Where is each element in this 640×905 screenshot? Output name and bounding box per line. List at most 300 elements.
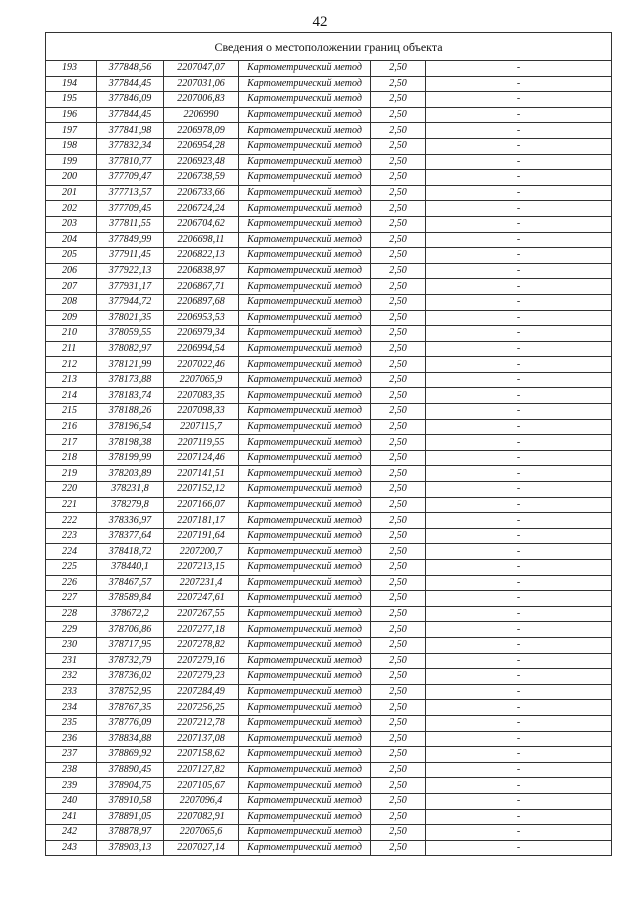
description-cell: - [426,294,612,310]
point-number-cell: 217 [46,435,97,451]
x-coordinate-cell: 378717,95 [97,637,164,653]
x-coordinate-cell: 378203,89 [97,466,164,482]
table-row [46,107,612,123]
x-coordinate-cell: 377849,99 [97,232,164,248]
description-cell: - [426,357,612,373]
accuracy-cell: 2,50 [371,793,426,809]
description-cell: - [426,684,612,700]
y-coordinate-cell: 2207231,4 [164,575,239,591]
accuracy-cell: 2,50 [371,731,426,747]
point-number-cell: 201 [46,185,97,201]
x-coordinate-cell: 377841,98 [97,123,164,139]
point-number-cell: 240 [46,793,97,809]
y-coordinate-cell: 2207127,82 [164,762,239,778]
method-cell: Картометрический метод [239,825,371,841]
x-coordinate-cell: 378752,95 [97,684,164,700]
x-coordinate-cell: 378279,8 [97,497,164,513]
table-row [46,357,612,373]
y-coordinate-cell: 2207022,46 [164,357,239,373]
y-coordinate-cell: 2207065,6 [164,825,239,841]
accuracy-cell: 2,50 [371,388,426,404]
method-cell: Картометрический метод [239,653,371,669]
description-cell: - [426,388,612,404]
x-coordinate-cell: 378589,84 [97,591,164,607]
accuracy-cell: 2,50 [371,591,426,607]
x-coordinate-cell: 378736,02 [97,669,164,685]
table-row [46,528,612,544]
accuracy-cell: 2,50 [371,513,426,529]
x-coordinate-cell: 378910,58 [97,793,164,809]
description-cell: - [426,232,612,248]
x-coordinate-cell: 377844,45 [97,107,164,123]
point-number-cell: 209 [46,310,97,326]
x-coordinate-cell: 377810,77 [97,154,164,170]
y-coordinate-cell: 2207277,18 [164,622,239,638]
method-cell: Картометрический метод [239,544,371,560]
method-cell: Картометрический метод [239,637,371,653]
point-number-cell: 235 [46,715,97,731]
point-number-cell: 218 [46,450,97,466]
table-row [46,731,612,747]
x-coordinate-cell: 378891,05 [97,809,164,825]
method-cell: Картометрический метод [239,684,371,700]
y-coordinate-cell: 2207166,07 [164,497,239,513]
x-coordinate-cell: 377844,45 [97,76,164,92]
method-cell: Картометрический метод [239,76,371,92]
description-cell: - [426,185,612,201]
table-row [46,294,612,310]
point-number-cell: 237 [46,747,97,763]
table-row [46,388,612,404]
accuracy-cell: 2,50 [371,825,426,841]
accuracy-cell: 2,50 [371,560,426,576]
table-row [46,497,612,513]
accuracy-cell: 2,50 [371,310,426,326]
accuracy-cell: 2,50 [371,622,426,638]
x-coordinate-cell: 377709,45 [97,201,164,217]
table-row [46,575,612,591]
accuracy-cell: 2,50 [371,92,426,108]
point-number-cell: 238 [46,762,97,778]
y-coordinate-cell: 2206698,11 [164,232,239,248]
method-cell: Картометрический метод [239,279,371,295]
x-coordinate-cell: 378904,75 [97,778,164,794]
table-row [46,154,612,170]
description-cell: - [426,715,612,731]
y-coordinate-cell: 2207284,49 [164,684,239,700]
accuracy-cell: 2,50 [371,341,426,357]
description-cell: - [426,310,612,326]
x-coordinate-cell: 378418,72 [97,544,164,560]
method-cell: Картометрический метод [239,294,371,310]
description-cell: - [426,138,612,154]
description-cell: - [426,170,612,186]
method-cell: Картометрический метод [239,170,371,186]
description-cell: - [426,840,612,856]
point-number-cell: 214 [46,388,97,404]
y-coordinate-cell: 2206978,09 [164,123,239,139]
accuracy-cell: 2,50 [371,248,426,264]
accuracy-cell: 2,50 [371,637,426,653]
point-number-cell: 206 [46,263,97,279]
point-number-cell: 227 [46,591,97,607]
method-cell: Картометрический метод [239,216,371,232]
table-row [46,326,612,342]
description-cell: - [426,731,612,747]
y-coordinate-cell: 2207181,17 [164,513,239,529]
method-cell: Картометрический метод [239,669,371,685]
y-coordinate-cell: 2206954,28 [164,138,239,154]
description-cell: - [426,793,612,809]
table-row [46,404,612,420]
accuracy-cell: 2,50 [371,778,426,794]
y-coordinate-cell: 2206724,24 [164,201,239,217]
table-row [46,747,612,763]
x-coordinate-cell: 378231,8 [97,482,164,498]
description-cell: - [426,809,612,825]
description-cell: - [426,653,612,669]
method-cell: Картометрический метод [239,497,371,513]
table-row [46,653,612,669]
point-number-cell: 224 [46,544,97,560]
y-coordinate-cell: 2207152,12 [164,482,239,498]
method-cell: Картометрический метод [239,123,371,139]
boundary-table [45,32,612,856]
x-coordinate-cell: 377709,47 [97,170,164,186]
y-coordinate-cell: 2207200,7 [164,544,239,560]
table-row [46,61,612,77]
description-cell: - [426,513,612,529]
y-coordinate-cell: 2207267,55 [164,606,239,622]
accuracy-cell: 2,50 [371,61,426,77]
y-coordinate-cell: 2207031,06 [164,76,239,92]
description-cell: - [426,825,612,841]
x-coordinate-cell: 378082,97 [97,341,164,357]
method-cell: Картометрический метод [239,622,371,638]
point-number-cell: 199 [46,154,97,170]
point-number-cell: 196 [46,107,97,123]
point-number-cell: 207 [46,279,97,295]
table-row [46,310,612,326]
y-coordinate-cell: 2207279,23 [164,669,239,685]
accuracy-cell: 2,50 [371,684,426,700]
method-cell: Картометрический метод [239,747,371,763]
y-coordinate-cell: 2206897,68 [164,294,239,310]
table-title: Сведения о местоположении границ объекта [46,33,612,61]
description-cell: - [426,107,612,123]
table-title-row [46,33,612,61]
method-cell: Картометрический метод [239,715,371,731]
method-cell: Картометрический метод [239,731,371,747]
y-coordinate-cell: 2207047,07 [164,61,239,77]
point-number-cell: 220 [46,482,97,498]
point-number-cell: 216 [46,419,97,435]
x-coordinate-cell: 378059,55 [97,326,164,342]
description-cell: - [426,700,612,716]
accuracy-cell: 2,50 [371,435,426,451]
method-cell: Картометрический метод [239,700,371,716]
x-coordinate-cell: 378121,99 [97,357,164,373]
table-row [46,201,612,217]
description-cell: - [426,528,612,544]
method-cell: Картометрический метод [239,61,371,77]
y-coordinate-cell: 2207083,35 [164,388,239,404]
table-row [46,435,612,451]
accuracy-cell: 2,50 [371,279,426,295]
point-number-cell: 225 [46,560,97,576]
method-cell: Картометрический метод [239,310,371,326]
table-row [46,591,612,607]
y-coordinate-cell: 2206953,53 [164,310,239,326]
y-coordinate-cell: 2207213,15 [164,560,239,576]
accuracy-cell: 2,50 [371,138,426,154]
y-coordinate-cell: 2207256,25 [164,700,239,716]
table-row [46,92,612,108]
table-row [46,622,612,638]
x-coordinate-cell: 377811,55 [97,216,164,232]
y-coordinate-cell: 2206733,66 [164,185,239,201]
accuracy-cell: 2,50 [371,715,426,731]
y-coordinate-cell: 2207115,7 [164,419,239,435]
accuracy-cell: 2,50 [371,357,426,373]
accuracy-cell: 2,50 [371,263,426,279]
point-number-cell: 193 [46,61,97,77]
description-cell: - [426,622,612,638]
point-number-cell: 228 [46,606,97,622]
table-row [46,123,612,139]
accuracy-cell: 2,50 [371,326,426,342]
point-number-cell: 200 [46,170,97,186]
table-row [46,232,612,248]
x-coordinate-cell: 377944,72 [97,294,164,310]
y-coordinate-cell: 2206738,59 [164,170,239,186]
accuracy-cell: 2,50 [371,840,426,856]
accuracy-cell: 2,50 [371,372,426,388]
y-coordinate-cell: 2207247,61 [164,591,239,607]
accuracy-cell: 2,50 [371,669,426,685]
description-cell: - [426,419,612,435]
x-coordinate-cell: 378776,09 [97,715,164,731]
method-cell: Картометрический метод [239,591,371,607]
method-cell: Картометрический метод [239,92,371,108]
accuracy-cell: 2,50 [371,232,426,248]
description-cell: - [426,747,612,763]
description-cell: - [426,560,612,576]
accuracy-cell: 2,50 [371,76,426,92]
method-cell: Картометрический метод [239,466,371,482]
x-coordinate-cell: 378336,97 [97,513,164,529]
y-coordinate-cell: 2207096,4 [164,793,239,809]
table-row [46,482,612,498]
method-cell: Картометрический метод [239,232,371,248]
y-coordinate-cell: 2207278,82 [164,637,239,653]
point-number-cell: 219 [46,466,97,482]
table-row [46,669,612,685]
y-coordinate-cell: 2206990 [164,107,239,123]
point-number-cell: 195 [46,92,97,108]
y-coordinate-cell: 2207279,16 [164,653,239,669]
point-number-cell: 234 [46,700,97,716]
x-coordinate-cell: 378188,26 [97,404,164,420]
accuracy-cell: 2,50 [371,450,426,466]
x-coordinate-cell: 378440,1 [97,560,164,576]
point-number-cell: 243 [46,840,97,856]
y-coordinate-cell: 2207212,78 [164,715,239,731]
description-cell: - [426,669,612,685]
y-coordinate-cell: 2206867,71 [164,279,239,295]
accuracy-cell: 2,50 [371,482,426,498]
description-cell: - [426,201,612,217]
description-cell: - [426,341,612,357]
x-coordinate-cell: 378672,2 [97,606,164,622]
y-coordinate-cell: 2207065,9 [164,372,239,388]
description-cell: - [426,544,612,560]
accuracy-cell: 2,50 [371,809,426,825]
point-number-cell: 204 [46,232,97,248]
point-number-cell: 229 [46,622,97,638]
x-coordinate-cell: 378199,99 [97,450,164,466]
point-number-cell: 194 [46,76,97,92]
description-cell: - [426,76,612,92]
accuracy-cell: 2,50 [371,170,426,186]
accuracy-cell: 2,50 [371,154,426,170]
method-cell: Картометрический метод [239,482,371,498]
method-cell: Картометрический метод [239,263,371,279]
point-number-cell: 211 [46,341,97,357]
point-number-cell: 205 [46,248,97,264]
method-cell: Картометрический метод [239,809,371,825]
y-coordinate-cell: 2207141,51 [164,466,239,482]
method-cell: Картометрический метод [239,793,371,809]
description-cell: - [426,591,612,607]
point-number-cell: 242 [46,825,97,841]
table-row [46,700,612,716]
method-cell: Картометрический метод [239,513,371,529]
x-coordinate-cell: 378890,45 [97,762,164,778]
method-cell: Картометрический метод [239,154,371,170]
point-number-cell: 197 [46,123,97,139]
x-coordinate-cell: 378198,38 [97,435,164,451]
y-coordinate-cell: 2206704,62 [164,216,239,232]
table-row [46,341,612,357]
accuracy-cell: 2,50 [371,404,426,420]
description-cell: - [426,466,612,482]
point-number-cell: 212 [46,357,97,373]
description-cell: - [426,372,612,388]
y-coordinate-cell: 2207082,91 [164,809,239,825]
method-cell: Картометрический метод [239,357,371,373]
description-cell: - [426,450,612,466]
x-coordinate-cell: 378467,57 [97,575,164,591]
description-cell: - [426,61,612,77]
description-cell: - [426,778,612,794]
table-row [46,825,612,841]
description-cell: - [426,497,612,513]
accuracy-cell: 2,50 [371,700,426,716]
page-number: 42 [312,14,328,30]
y-coordinate-cell: 2206923,48 [164,154,239,170]
table-row [46,762,612,778]
accuracy-cell: 2,50 [371,497,426,513]
table-row [46,372,612,388]
accuracy-cell: 2,50 [371,294,426,310]
point-number-cell: 236 [46,731,97,747]
description-cell: - [426,326,612,342]
description-cell: - [426,435,612,451]
accuracy-cell: 2,50 [371,606,426,622]
description-cell: - [426,762,612,778]
y-coordinate-cell: 2207158,62 [164,747,239,763]
method-cell: Картометрический метод [239,201,371,217]
x-coordinate-cell: 377832,34 [97,138,164,154]
x-coordinate-cell: 378732,79 [97,653,164,669]
description-cell: - [426,606,612,622]
y-coordinate-cell: 2206994,54 [164,341,239,357]
point-number-cell: 226 [46,575,97,591]
table-row [46,715,612,731]
method-cell: Картометрический метод [239,840,371,856]
x-coordinate-cell: 378196,54 [97,419,164,435]
x-coordinate-cell: 377922,13 [97,263,164,279]
description-cell: - [426,404,612,420]
method-cell: Картометрический метод [239,778,371,794]
y-coordinate-cell: 2207119,55 [164,435,239,451]
point-number-cell: 208 [46,294,97,310]
point-number-cell: 202 [46,201,97,217]
y-coordinate-cell: 2206979,34 [164,326,239,342]
x-coordinate-cell: 377931,17 [97,279,164,295]
table-row [46,544,612,560]
y-coordinate-cell: 2207124,46 [164,450,239,466]
accuracy-cell: 2,50 [371,653,426,669]
y-coordinate-cell: 2207105,67 [164,778,239,794]
accuracy-cell: 2,50 [371,528,426,544]
table-row [46,248,612,264]
table-row [46,809,612,825]
point-number-cell: 241 [46,809,97,825]
accuracy-cell: 2,50 [371,466,426,482]
table-row [46,513,612,529]
accuracy-cell: 2,50 [371,201,426,217]
table-row [46,606,612,622]
accuracy-cell: 2,50 [371,544,426,560]
method-cell: Картометрический метод [239,248,371,264]
method-cell: Картометрический метод [239,606,371,622]
point-number-cell: 222 [46,513,97,529]
table-row [46,279,612,295]
table-row [46,778,612,794]
table-row [46,216,612,232]
y-coordinate-cell: 2207137,08 [164,731,239,747]
description-cell: - [426,216,612,232]
description-cell: - [426,92,612,108]
description-cell: - [426,123,612,139]
x-coordinate-cell: 378869,92 [97,747,164,763]
description-cell: - [426,637,612,653]
table-row [46,840,612,856]
x-coordinate-cell: 377713,57 [97,185,164,201]
x-coordinate-cell: 377848,56 [97,61,164,77]
x-coordinate-cell: 378173,88 [97,372,164,388]
point-number-cell: 203 [46,216,97,232]
point-number-cell: 213 [46,372,97,388]
description-cell: - [426,263,612,279]
table-row [46,466,612,482]
method-cell: Картометрический метод [239,185,371,201]
x-coordinate-cell: 378767,35 [97,700,164,716]
x-coordinate-cell: 378706,86 [97,622,164,638]
x-coordinate-cell: 378834,88 [97,731,164,747]
